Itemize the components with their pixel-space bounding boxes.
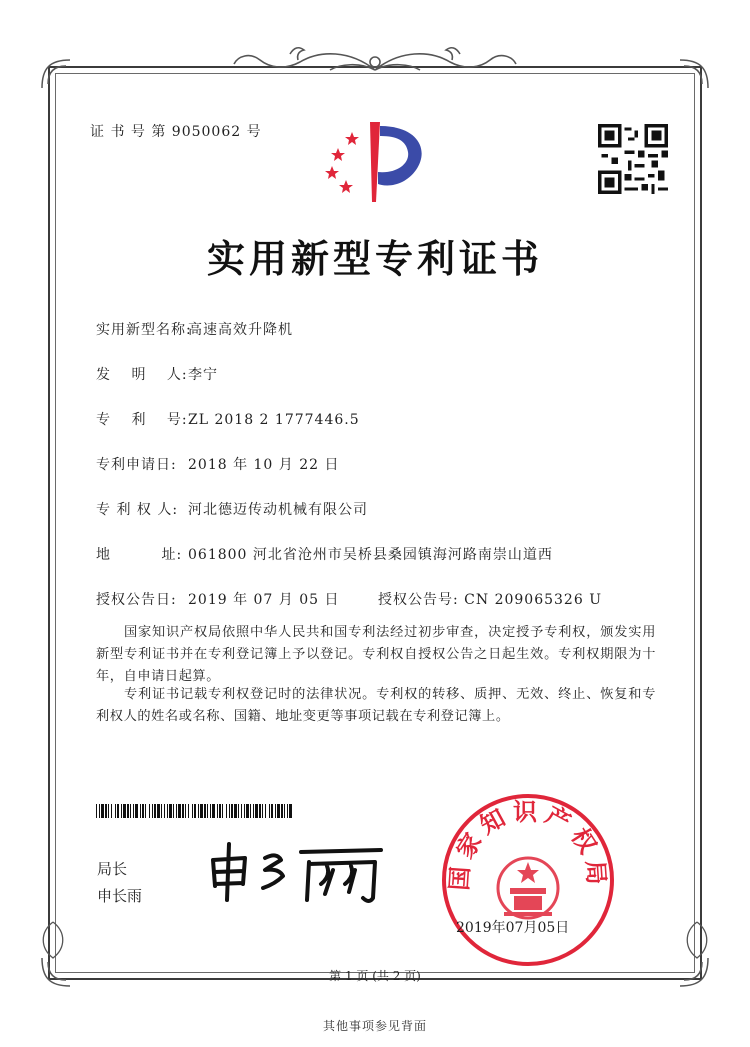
- barcode-bar: [271, 804, 273, 818]
- barcode-bar: [265, 804, 266, 818]
- field-value: 河北德迈传动机械有限公司: [188, 502, 368, 518]
- barcode-bar: [231, 804, 233, 818]
- barcode-bar: [255, 804, 258, 818]
- barcode-bar: [188, 804, 189, 818]
- barcode-bar: [253, 804, 254, 818]
- barcode-bar: [182, 804, 184, 818]
- field-value: 061800 河北省沧州市吴桥县桑园镇海河路南崇山道西: [188, 547, 553, 563]
- field-label: 地 址:: [96, 547, 183, 563]
- barcode-bar: [192, 804, 193, 818]
- barcode-bar: [246, 804, 249, 818]
- barcode-bar: [219, 804, 221, 818]
- barcode-bar: [154, 804, 156, 818]
- barcode-bar: [173, 804, 174, 818]
- barcode-bar: [241, 804, 242, 818]
- field-patentee: [96, 499, 368, 519]
- field-label: 授权公告日:: [96, 592, 177, 608]
- barcode-bar: [142, 804, 144, 818]
- field-patent-number: [96, 409, 360, 429]
- official-seal: [438, 790, 618, 970]
- director-name: 申长雨: [97, 887, 143, 905]
- barcode-bar: [176, 804, 177, 818]
- field-value: CN 209065326 U: [464, 592, 602, 608]
- barcode-bar: [123, 804, 126, 818]
- field-grant-date: [96, 589, 340, 609]
- barcode-bar: [229, 804, 230, 818]
- certificate-number: 证 书 号 第 9050062 号: [90, 124, 262, 140]
- seal-date: 2019年07月05日: [456, 920, 570, 936]
- seal-text: 国家知识产权局: [445, 798, 611, 892]
- cnipa-logo: [318, 114, 436, 206]
- barcode-bar: [200, 804, 203, 818]
- barcode-bar: [121, 804, 122, 818]
- barcode-bar: [145, 804, 146, 818]
- director-signature: [205, 838, 395, 908]
- field-label: 专 利 号:: [96, 412, 188, 428]
- certificate-title: 实用新型专利证书: [206, 236, 543, 281]
- corner-ornament-top-left: [36, 54, 76, 94]
- barcode-bar: [99, 804, 100, 818]
- field-address: [96, 544, 553, 564]
- barcode: [96, 804, 294, 818]
- qr-code: [598, 124, 668, 194]
- barcode-bar: [161, 804, 162, 818]
- field-value: 高速高效升降机: [188, 322, 293, 338]
- side-ornament-left: [38, 920, 68, 960]
- side-ornament-right: [682, 920, 712, 960]
- paragraph-legal-status: 专利证书记载专利权登记时的法律状况。专利权的转移、质押、无效、终止、恢复和专利权人的姓名或名称、国籍、地址变更等事项记载在专利登记簿上。: [96, 687, 656, 724]
- barcode-bar: [111, 804, 112, 818]
- barcode-bar: [207, 804, 208, 818]
- barcode-bar: [130, 804, 131, 818]
- barcode-bar: [135, 804, 138, 818]
- barcode-bar: [284, 804, 285, 818]
- barcode-bar: [167, 804, 168, 818]
- barcode-bar: [178, 804, 181, 818]
- field-label: 专 利 权 人:: [96, 502, 179, 518]
- barcode-bar: [140, 804, 141, 818]
- barcode-bar: [105, 804, 107, 818]
- barcode-bar: [96, 804, 97, 818]
- barcode-bar: [212, 804, 215, 818]
- barcode-bar: [127, 804, 129, 818]
- barcode-bar: [262, 804, 263, 818]
- field-value: 李宁: [188, 367, 218, 383]
- barcode-bar: [238, 804, 239, 818]
- barcode-bar: [281, 804, 283, 818]
- barcode-bar: [217, 804, 218, 818]
- barcode-bar: [117, 804, 119, 818]
- barcode-bar: [108, 804, 109, 818]
- barcode-bar: [269, 804, 270, 818]
- field-label: 实用新型名称:: [96, 322, 192, 338]
- page-number: 第 1 页 (共 2 页): [329, 969, 421, 983]
- barcode-bar: [101, 804, 104, 818]
- field-grant-number: [378, 589, 602, 609]
- barcode-bar: [169, 804, 172, 818]
- barcode-bar: [210, 804, 211, 818]
- barcode-bar: [194, 804, 196, 818]
- barcode-bar: [115, 804, 116, 818]
- barcode-bar: [152, 804, 153, 818]
- barcode-bar: [157, 804, 160, 818]
- barcode-bar: [226, 804, 227, 818]
- barcode-bar: [277, 804, 280, 818]
- barcode-bar: [185, 804, 186, 818]
- barcode-bar: [222, 804, 223, 818]
- barcode-bar: [198, 804, 199, 818]
- director-title: 局长: [97, 860, 128, 878]
- top-ornament: [230, 40, 520, 80]
- barcode-bar: [250, 804, 251, 818]
- barcode-bar: [149, 804, 150, 818]
- barcode-bar: [204, 804, 206, 818]
- field-application-date: [96, 454, 340, 474]
- barcode-bar: [275, 804, 276, 818]
- field-label: 发 明 人:: [96, 367, 188, 383]
- barcode-bar: [164, 804, 165, 818]
- field-value: 2019 年 07 月 05 日: [188, 592, 340, 608]
- barcode-bar: [234, 804, 237, 818]
- field-value: ZL 2018 2 1777446.5: [188, 412, 360, 428]
- corner-ornament-top-right: [674, 54, 714, 94]
- paragraph-grant-statement: 国家知识产权局依照中华人民共和国专利法经过初步审查，决定授予专利权，颁发实用新型专利证书并在专利登记簿上予以登记。专利权自授权公告之日起生效。专利权期限为十年，自申请日起算。: [96, 625, 656, 684]
- barcode-bar: [287, 804, 288, 818]
- barcode-bar: [259, 804, 261, 818]
- barcode-bar: [289, 804, 292, 818]
- back-side-note: 其他事项参见背面: [322, 1019, 427, 1033]
- field-utility-model-name: [96, 319, 293, 339]
- field-value: 2018 年 10 月 22 日: [188, 457, 340, 473]
- barcode-bar: [244, 804, 245, 818]
- field-label: 专利申请日:: [96, 457, 177, 473]
- field-inventor: [96, 364, 218, 384]
- barcode-bar: [133, 804, 134, 818]
- field-label: 授权公告号:: [378, 592, 459, 608]
